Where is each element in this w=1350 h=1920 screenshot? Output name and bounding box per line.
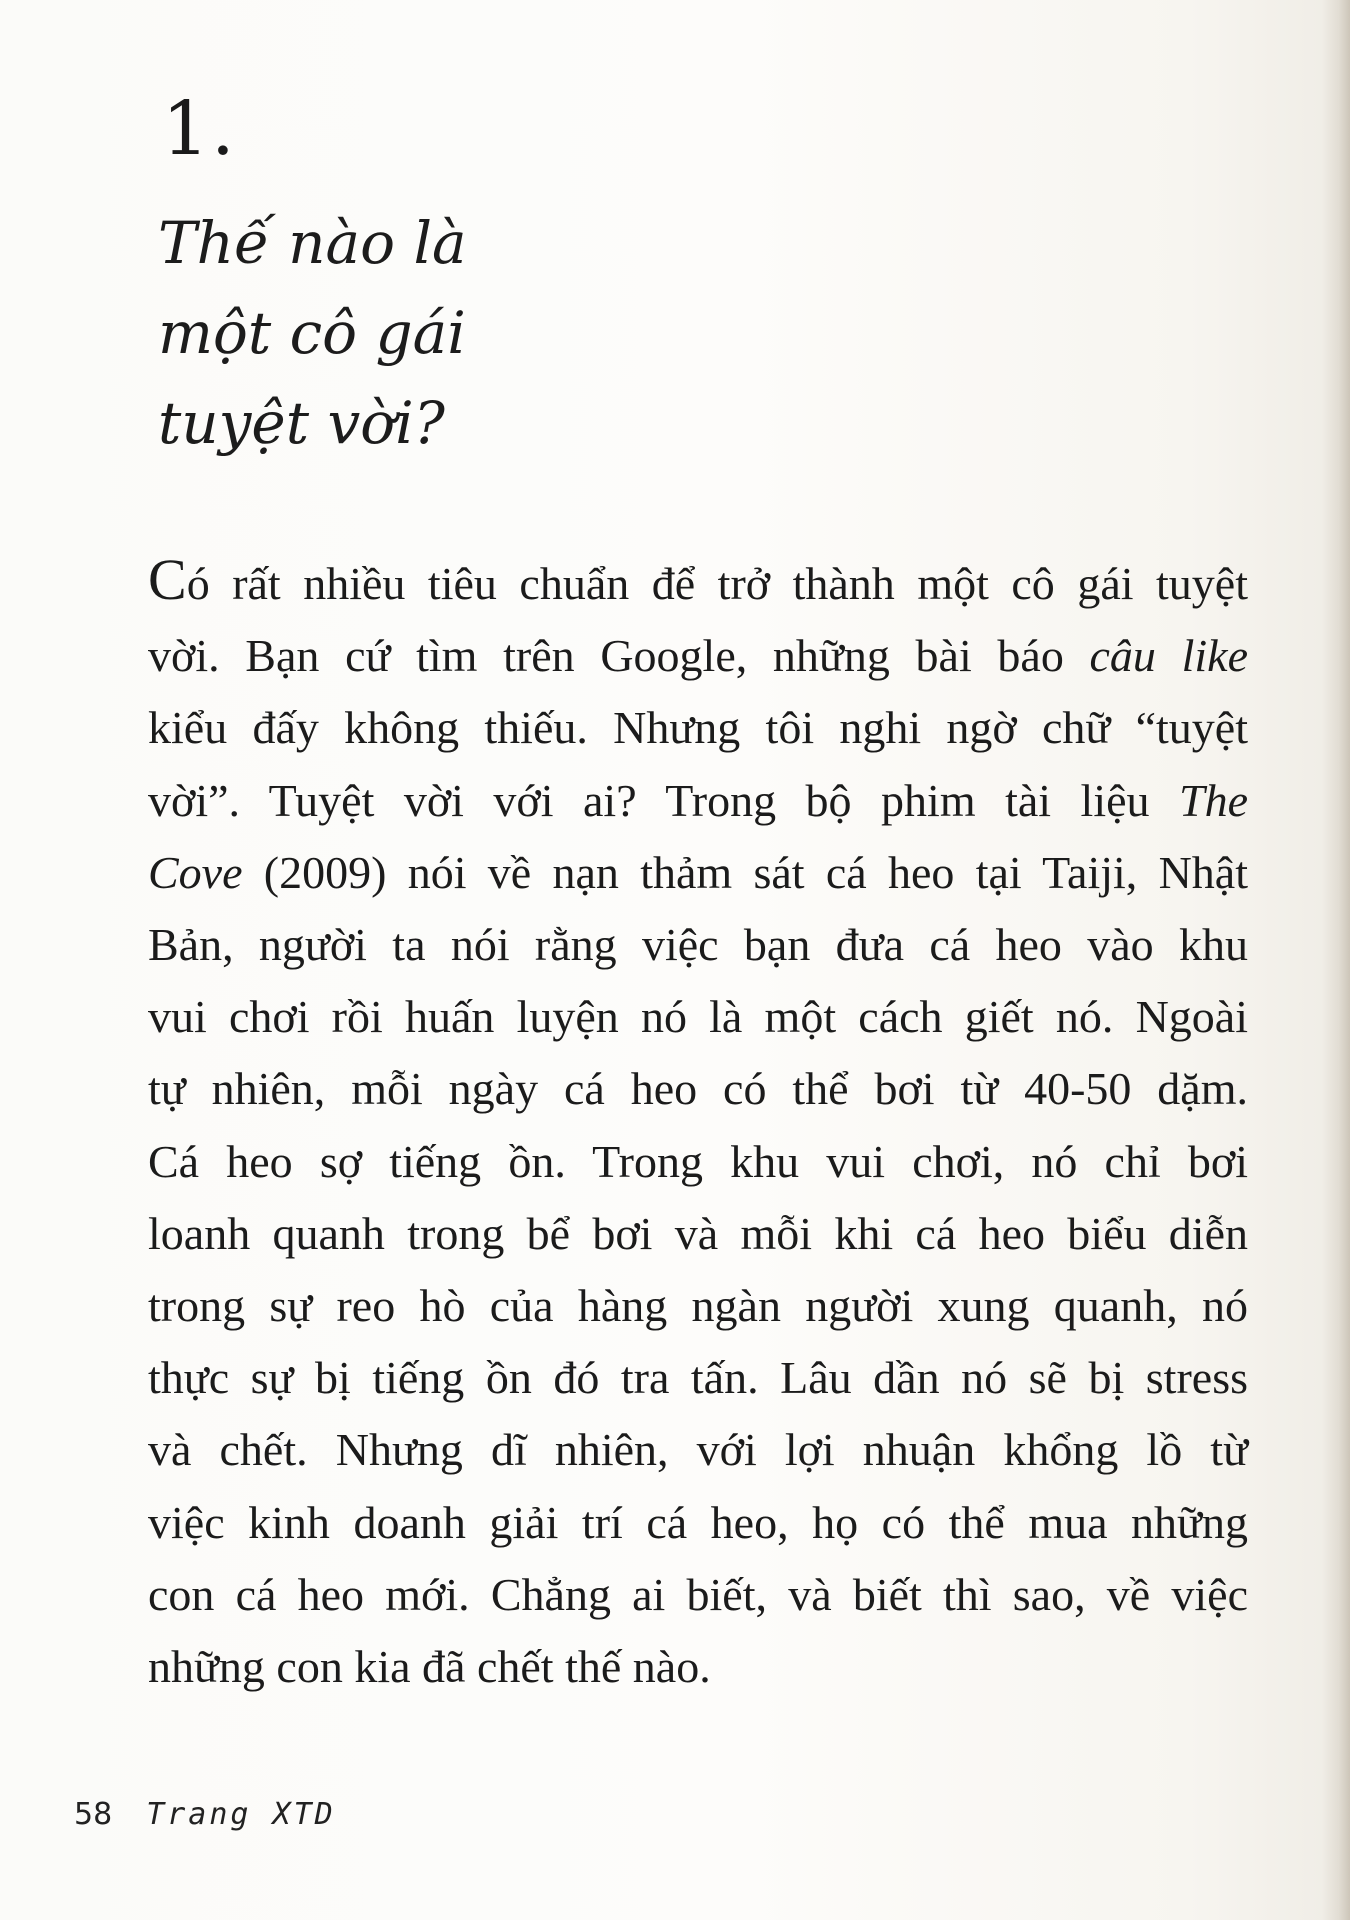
text-line: Bản, người ta nói rằng việc bạn đưa cá heo vào khu <box>148 919 1248 971</box>
text-line: loanh quanh trong bể bơi và mỗi khi cá heo biểu diễn <box>148 1207 1248 1259</box>
running-head: Trang XTD <box>146 1797 336 1832</box>
text-line: tự nhiên, mỗi ngày cá heo có thể bơi từ 40-50 dặm. <box>148 1063 1248 1115</box>
chapter-title-line: tuyệt vời? <box>158 389 445 457</box>
text-line: những con kia đã chết thế nào. <box>148 1641 711 1693</box>
text-line <box>148 548 1248 620</box>
chapter-title-line: một cô gái <box>158 299 466 367</box>
text-line: và chết. Nhưng dĩ nhiên, với lợi nhuận khổng lồ từ <box>148 1424 1248 1476</box>
text-run: (2009) nói về nạn thảm sát cá heo tại Taiji, Nhật <box>242 846 1248 898</box>
text-line: trong sự reo hò của hàng ngàn người xung quanh, nó <box>148 1280 1248 1332</box>
text-line: Cá heo sợ tiếng ồn. Trong khu vui chơi, nó chỉ bơi <box>148 1135 1248 1187</box>
text-line: kiểu đấy không thiếu. Nhưng tôi nghi ngờ chữ “tuyệt <box>148 702 1248 754</box>
text-line <box>148 837 1248 909</box>
page-footer <box>74 1797 336 1832</box>
italic-phrase: The <box>1179 774 1248 826</box>
chapter-title <box>158 198 678 468</box>
page-edge-shadow <box>1322 0 1350 1920</box>
chapter-number: 1. <box>162 86 237 172</box>
drop-cap: C <box>148 547 187 612</box>
text-line <box>148 620 1248 692</box>
italic-phrase: câu like <box>1089 630 1249 682</box>
text-line: thực sự bị tiếng ồn đó tra tấn. Lâu dần nó sẽ bị stress <box>148 1352 1248 1404</box>
text-run: ó rất nhiều tiêu chuẩn để trở thành một cô gái tuyệt <box>186 558 1248 609</box>
text-line: vui chơi rồi huấn luyện nó là một cách giết nó. Ngoài <box>148 991 1248 1043</box>
text-line: việc kinh doanh giải trí cá heo, họ có thể mua những <box>148 1496 1248 1548</box>
text-run: vời”. Tuyệt vời với ai? Trong bộ phim tài liệu <box>148 774 1179 826</box>
text-line <box>148 765 1248 837</box>
chapter-title-line: Thế nào là <box>158 209 467 277</box>
text-line: con cá heo mới. Chẳng ai biết, và biết thì sao, về việc <box>148 1568 1248 1620</box>
italic-phrase: Cove <box>148 846 243 898</box>
body-paragraph <box>148 548 1248 1703</box>
page-number: 58 <box>74 1797 113 1832</box>
text-run: vời. Bạn cứ tìm trên Google, những bài báo <box>148 630 1090 682</box>
